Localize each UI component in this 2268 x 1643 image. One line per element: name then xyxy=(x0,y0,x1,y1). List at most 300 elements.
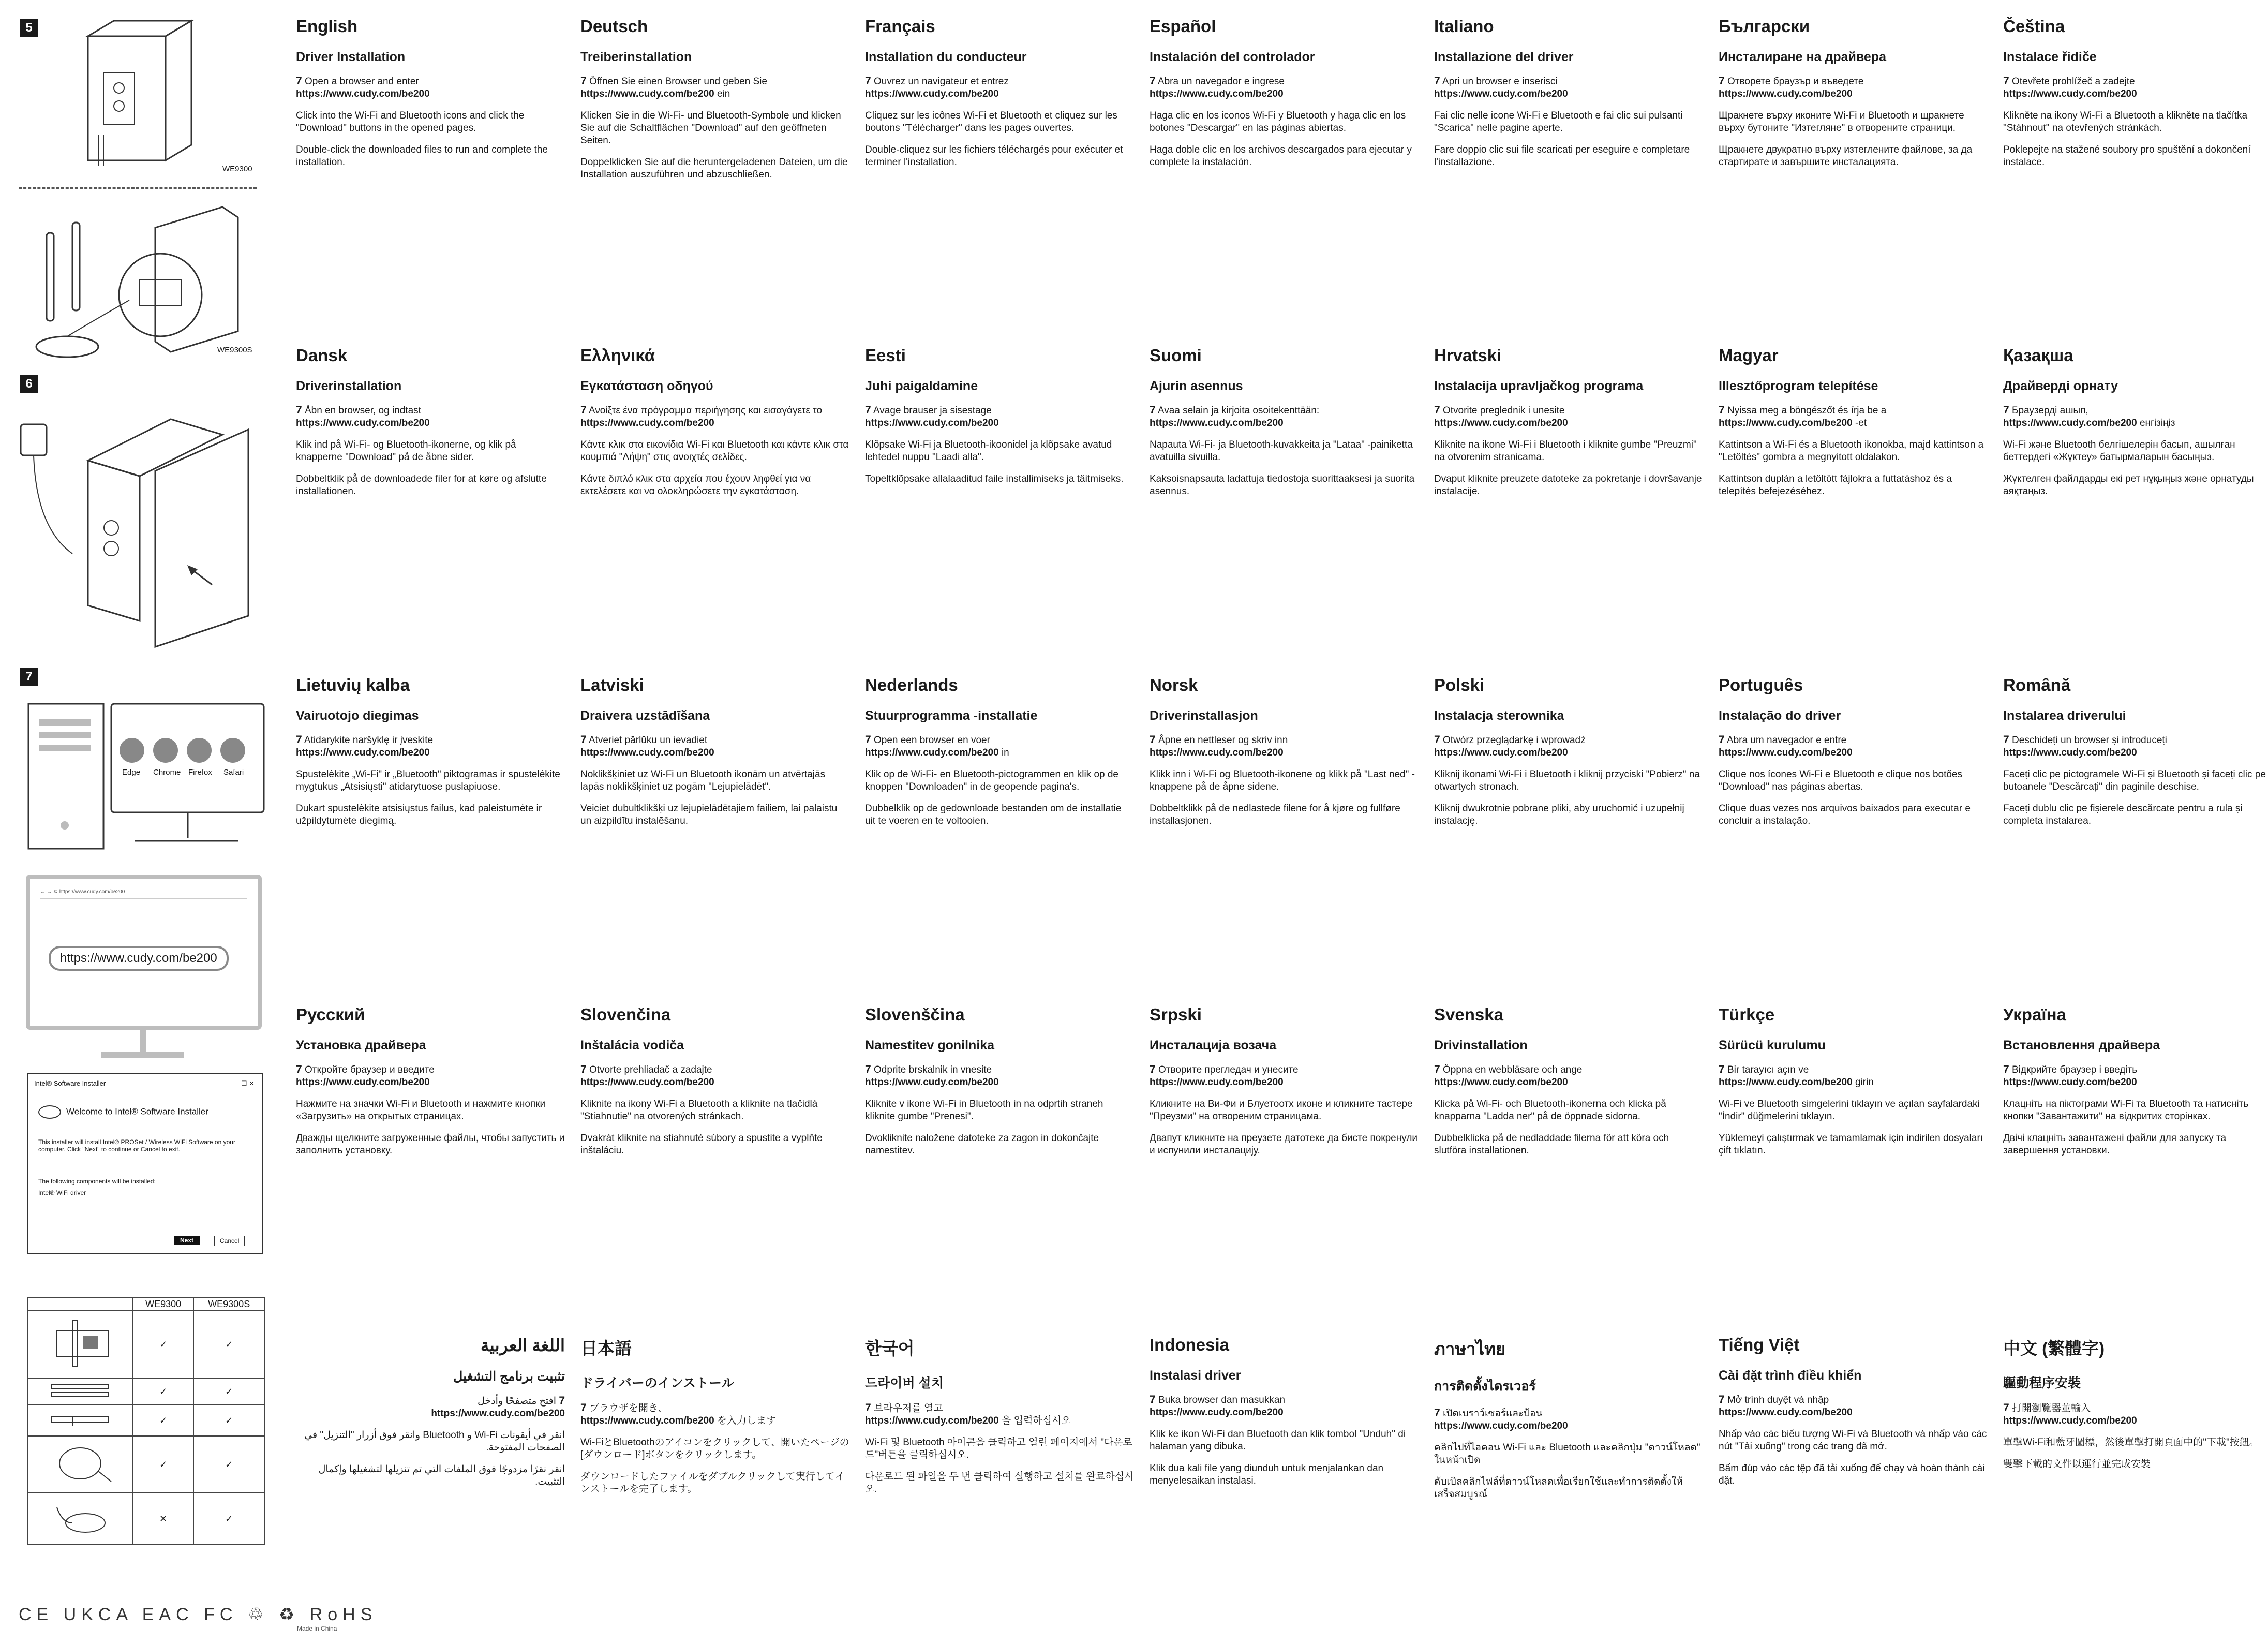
instruction-paragraph: Щракнете върху иконите Wi-Fi и Bluetooth и щракнете върху бутоните "Изтегляне" в отворените страници. xyxy=(1719,110,1964,134)
section-title: Drivinstallation xyxy=(1434,1038,1528,1053)
language-block xyxy=(865,346,1134,495)
step-7-instruction xyxy=(2003,404,2268,430)
section-title: Driverinstallation xyxy=(296,379,402,393)
step-text: Apri un browser e inserisci xyxy=(1442,76,1558,87)
installer-driver: Intel® WiFi driver xyxy=(38,1189,86,1196)
step-7-instruction xyxy=(1150,75,1419,100)
download-url[interactable]: https://www.cudy.com/be200 xyxy=(1434,1420,1568,1431)
language-block xyxy=(580,1005,849,1166)
language-name: Latviski xyxy=(580,675,644,694)
step-number: 7 xyxy=(2003,734,2009,746)
instruction-paragraph: Klicka på Wi-Fi- och Bluetooth-ikonerna och klicka på knapparna "Ladda ner" på de öppnade sidorna. xyxy=(1434,1099,1666,1122)
step-number: 7 xyxy=(1150,404,1156,416)
language-block xyxy=(1434,1335,1703,1510)
instruction-paragraph: Nhấp vào các biểu tượng Wi-Fi và Bluetooth và nhấp vào các nút "Tải xuống" trong các trang đã mở. xyxy=(1719,1429,1987,1452)
instruction-paragraph: Κάντε κλικ στα εικονίδια Wi-Fi και Bluetooth και κάντε κλικ στα κουμπιά "Λήψη" στις ανοιχτές σελίδες. xyxy=(580,439,849,463)
step-text: Отворите прегледач и унесите xyxy=(1158,1064,1299,1075)
section-title: Draivera uzstādīšana xyxy=(580,708,710,723)
instruction-paragraph: Kattintson duplán a letöltött fájlokra a futtatáshoz és a telepítés befejezéséhez. xyxy=(1719,473,1952,497)
table-cell: ✓ xyxy=(193,1493,264,1545)
language-block xyxy=(1150,1005,1419,1166)
instruction-paragraph: Дважды щелкните загруженные файлы, чтобы запустить и заполнить установку. xyxy=(296,1133,565,1156)
step-7-instruction xyxy=(865,75,1134,100)
language-name: Tiếng Việt xyxy=(1719,1335,1800,1354)
section-title: Ajurin asennus xyxy=(1150,379,1243,393)
download-url[interactable]: https://www.cudy.com/be200 xyxy=(580,747,714,758)
section-title: ドライバーのインストール xyxy=(580,1376,735,1390)
step-text: افتح متصفحًا وأدخل xyxy=(478,1396,557,1407)
installer-title-bar xyxy=(34,1079,257,1087)
section-title: Namestitev gonilnika xyxy=(865,1038,995,1053)
section-title: Installazione del driver xyxy=(1434,50,1574,64)
step-number: 7 xyxy=(865,1063,871,1075)
step-text: Deschideți un browser și introduceți xyxy=(2011,735,2167,746)
step-7-instruction xyxy=(1434,734,1703,759)
step-text: Avaa selain ja kirjoita osoitekenttään: xyxy=(1157,405,1320,416)
language-block xyxy=(296,1335,565,1498)
section-title: Driver Installation xyxy=(296,50,406,64)
download-url[interactable]: https://www.cudy.com/be200 xyxy=(865,418,999,428)
step-text-suffix: енгізіңіз xyxy=(2139,418,2175,428)
step-number: 7 xyxy=(1719,404,1725,416)
antenna-base-icon xyxy=(27,1493,133,1545)
step-text: Mở trình duyệt và nhập xyxy=(1727,1395,1829,1405)
table-cell: ✓ xyxy=(193,1311,264,1378)
address-bar xyxy=(40,889,247,899)
pc-tower-illustration xyxy=(72,16,228,176)
section-title: Инсталиране на драйвера xyxy=(1719,50,1886,64)
section-title: Instalacja sterownika xyxy=(1434,708,1564,723)
instruction-paragraph: Kliknite v ikone Wi-Fi in Bluetooth in na odprtih straneh kliknite gumbe "Prenesi". xyxy=(865,1099,1103,1122)
instruction-paragraph: Dobbeltklik på de downloadede filer for at køre og afslutte installationen. xyxy=(296,473,547,497)
instruction-paragraph: Kattintson a Wi-Fi és a Bluetooth ikonokba, majd kattintson a "Letöltés" gombra a megnyitott oldalakon. xyxy=(1719,439,1984,463)
step-text-suffix: を入力します xyxy=(717,1415,776,1426)
section-title: Встановлення драйвера xyxy=(2003,1038,2160,1053)
step-number: 7 xyxy=(2003,1402,2009,1414)
step-text-suffix: in xyxy=(1001,747,1009,758)
section-title: Cài đặt trình điều khiển xyxy=(1719,1368,1862,1383)
step-text: Отворете браузър и въведете xyxy=(1727,76,1864,87)
instruction-paragraph: Double-cliquez sur les fichiers téléchargés pour exécuter et terminer l'installation. xyxy=(865,144,1123,168)
step-7-instruction xyxy=(865,1063,1134,1089)
language-block xyxy=(2003,1335,2268,1480)
step-text: ブラウザを開き、 xyxy=(589,1403,668,1414)
language-name: English xyxy=(296,17,358,36)
cable-icon xyxy=(27,1436,133,1493)
section-title: การติดตั้งไดรเวอร์ xyxy=(1434,1379,1536,1394)
step-7-instruction xyxy=(1434,1407,1703,1432)
download-url[interactable]: https://www.cudy.com/be200 xyxy=(1434,88,1568,99)
download-url[interactable]: https://www.cudy.com/be200 xyxy=(1150,418,1284,428)
language-name: Magyar xyxy=(1719,346,1779,365)
instruction-paragraph: Dubbelklik op de gedownloade bestanden om de installatie uit te voeren en te voltooien. xyxy=(865,803,1122,826)
section-title: Instalarea driverului xyxy=(2003,708,2126,723)
step-number: 7 xyxy=(2003,404,2009,416)
language-block xyxy=(580,346,849,507)
language-name: 中文 (繁體字) xyxy=(2003,1339,2105,1358)
table-cell: ✕ xyxy=(133,1493,193,1545)
step-7-instruction xyxy=(296,404,565,430)
download-url[interactable]: https://www.cudy.com/be200 xyxy=(2003,1415,2137,1426)
step-number: 7 xyxy=(1434,1407,1440,1419)
instruction-paragraph: Klik ke ikon Wi-Fi dan Bluetooth dan klik tombol "Unduh" di halaman yang dibuka. xyxy=(1150,1429,1406,1452)
download-url[interactable]: https://www.cudy.com/be200 xyxy=(2003,418,2137,428)
download-url[interactable]: https://www.cudy.com/be200 xyxy=(865,1415,999,1426)
step-text: Bir tarayıcı açın ve xyxy=(1727,1064,1809,1075)
section-title: Illesztőprogram telepítése xyxy=(1719,379,1878,393)
installer-heading: Welcome to Intel® Software Installer xyxy=(38,1105,208,1119)
language-name: Srpski xyxy=(1150,1005,1202,1024)
language-block xyxy=(1150,1335,1419,1497)
step-number: 7 xyxy=(865,1402,871,1414)
instruction-paragraph: Faceți dublu clic pe fișierele descărcate pentru a rula și completa instalarea. xyxy=(2003,803,2243,826)
step-number: 7 xyxy=(865,75,871,87)
step-number: 7 xyxy=(296,404,302,416)
instruction-paragraph: Clique nos ícones Wi-Fi e Bluetooth e clique nos botões "Download" nas páginas abertas. xyxy=(1719,769,1963,792)
step-number: 7 xyxy=(865,734,871,746)
adapter-card-icon xyxy=(27,1311,133,1378)
download-url[interactable]: https://www.cudy.com/be200 xyxy=(1719,1077,1853,1088)
computer-browsers-illustration xyxy=(26,699,269,859)
step-7-instruction xyxy=(580,1063,849,1089)
step-7-instruction xyxy=(580,734,849,759)
instruction-paragraph: Click into the Wi-Fi and Bluetooth icons and click the "Download" buttons in the opened pages. xyxy=(296,110,525,134)
step-7-instruction xyxy=(865,404,1134,430)
instruction-paragraph: Fare doppio clic sui file scaricati per eseguire e completare l'installazione. xyxy=(1434,144,1690,168)
step-text: Ouvrez un navigateur et entrez xyxy=(873,76,1009,87)
language-block xyxy=(580,675,849,837)
section-title: 驅動程序安裝 xyxy=(2003,1376,2081,1390)
download-url[interactable]: https://www.cudy.com/be200 xyxy=(2003,88,2137,99)
step-text: Otvorite preglednik i unesite xyxy=(1442,405,1565,416)
step-number: 7 xyxy=(1434,734,1440,746)
step-7-instruction xyxy=(1150,734,1419,759)
section-title: Installation du conducteur xyxy=(865,50,1027,64)
window-controls-icon[interactable]: – ☐ ✕ xyxy=(235,1079,255,1087)
download-url[interactable]: https://www.cudy.com/be200 xyxy=(431,1408,565,1419)
language-name: Lietuvių kalba xyxy=(296,675,410,694)
section-title: Instalace řidiče xyxy=(2003,50,2097,64)
language-name: Русский xyxy=(296,1005,365,1024)
step-7-instruction xyxy=(1719,1394,1988,1419)
step-number: 7 xyxy=(1150,1063,1156,1075)
instruction-paragraph: 單擊Wi-Fi和藍牙圖標，然後單擊打開頁面中的"下載"按鈕。 xyxy=(2003,1437,2259,1448)
download-url[interactable]: https://www.cudy.com/be200 xyxy=(296,747,430,758)
language-name: Slovenščina xyxy=(865,1005,965,1024)
language-block xyxy=(1719,17,1988,178)
instruction-paragraph: Clique duas vezes nos arquivos baixados para executar e concluir a instalação. xyxy=(1719,803,1971,826)
language-name: Italiano xyxy=(1434,17,1494,36)
language-name: Dansk xyxy=(296,346,348,365)
step-text: Open a browser and enter xyxy=(304,76,419,87)
table-header-empty xyxy=(27,1297,133,1311)
step-number: 7 xyxy=(1150,1394,1156,1405)
step-number-5: 5 xyxy=(20,19,38,37)
step-text-suffix: -et xyxy=(1855,418,1867,428)
step-7-instruction xyxy=(580,75,849,100)
language-block xyxy=(2003,675,2268,837)
browser-label-edge: Edge xyxy=(122,768,141,777)
download-url[interactable]: https://www.cudy.com/be200 xyxy=(1434,418,1568,428)
language-name: Français xyxy=(865,17,935,36)
antenna-base-illustration xyxy=(21,197,253,362)
installer-window xyxy=(27,1073,263,1254)
language-block xyxy=(1150,17,1419,178)
step-number: 7 xyxy=(296,75,302,87)
step-text: Åbn en browser, og indtast xyxy=(304,405,421,416)
step-7-instruction xyxy=(1719,75,1988,100)
step-number: 7 xyxy=(559,1395,565,1407)
language-block xyxy=(865,17,1134,178)
step-number: 7 xyxy=(1719,1063,1725,1075)
installer-components: The following components will be installed: xyxy=(38,1178,156,1185)
instruction-paragraph: Klik op de Wi-Fi- en Bluetooth-pictogrammen en klik op de knoppen "Downloaden" in de geopende pagina's. xyxy=(865,769,1119,792)
table-cell: ✓ xyxy=(133,1311,193,1378)
instruction-paragraph: Klikk inn i Wi-Fi og Bluetooth-ikonene og klikk på "Last ned" -knappene på de åpne sidene. xyxy=(1150,769,1415,792)
table-cell: ✓ xyxy=(133,1436,193,1493)
language-name: Indonesia xyxy=(1150,1335,1230,1354)
table-cell: ✓ xyxy=(133,1405,193,1436)
download-url[interactable]: https://www.cudy.com/be200 xyxy=(580,1077,714,1088)
step-7-instruction xyxy=(296,734,565,759)
installer-window-title: Intel® Software Installer xyxy=(34,1079,106,1087)
step-number: 7 xyxy=(580,1063,587,1075)
language-block xyxy=(1719,1005,1988,1166)
download-url[interactable]: https://www.cudy.com/be200 xyxy=(865,88,999,99)
antenna-icon xyxy=(27,1378,133,1405)
instruction-paragraph: 다운로드 된 파일을 두 번 클릭하여 실행하고 설치를 완료하십시오. xyxy=(865,1471,1134,1494)
section-title: Instalación del controlador xyxy=(1150,50,1315,64)
language-block xyxy=(296,675,565,837)
step-text: Браузерді ашып, xyxy=(2011,405,2088,416)
instruction-paragraph: ดับเบิลคลิกไฟล์ที่ดาวน์โหลดเพื่อเรียกใช้และทำการติดตั้งให้เสร็จสมบูรณ์ xyxy=(1434,1476,1683,1500)
installer-cancel-button[interactable]: Cancel xyxy=(214,1236,245,1246)
download-url[interactable]: https://www.cudy.com/be200 xyxy=(580,418,714,428)
instruction-paragraph: Dvaput kliknite preuzete datoteke za pokretanje i dovršavanje instalacije. xyxy=(1434,473,1702,497)
instruction-paragraph: Haga doble clic en los archivos descargados para ejecutar y complete la instalación. xyxy=(1150,144,1412,168)
language-name: Türkçe xyxy=(1719,1005,1775,1024)
download-url[interactable]: https://www.cudy.com/be200 xyxy=(1150,747,1284,758)
language-name: ภาษาไทย xyxy=(1434,1339,1506,1358)
section-title: Instalação do driver xyxy=(1719,708,1841,723)
language-block xyxy=(865,1005,1134,1166)
instruction-paragraph: Kliknij dwukrotnie pobrane pliki, aby uruchomić i uzupełnij instalację. xyxy=(1434,803,1684,826)
step-number: 7 xyxy=(1150,734,1156,746)
instruction-paragraph: Wi-Fi 및 Bluetooth 아이콘을 클릭하고 열린 페이지에서 "다운로드"버튼을 클릭하십시오. xyxy=(865,1437,1133,1460)
monitor-base xyxy=(101,1052,184,1058)
instruction-paragraph: Cliquez sur les icônes Wi-Fi et Bluetooth et cliquez sur les boutons "Télécharger" dans les pages ouvertes. xyxy=(865,110,1117,134)
language-name: Slovenčina xyxy=(580,1005,671,1024)
step-text: Atveriet pārlūku un ievadiet xyxy=(588,735,708,746)
monitor-url-illustration xyxy=(26,875,262,1030)
language-block xyxy=(1719,675,1988,837)
installer-next-button[interactable]: Next xyxy=(174,1236,200,1245)
instruction-paragraph: Klik dua kali file yang diunduh untuk menjalankan dan menyelesaikan instalasi. xyxy=(1150,1463,1384,1486)
language-name: 日本語 xyxy=(580,1339,632,1358)
step-7-instruction xyxy=(296,1395,565,1420)
download-url[interactable]: https://www.cudy.com/be200 xyxy=(1150,1077,1284,1088)
language-block xyxy=(2003,1005,2268,1166)
language-block xyxy=(296,17,565,178)
language-name: Nederlands xyxy=(865,675,958,694)
download-url[interactable]: https://www.cudy.com/be200 xyxy=(865,1077,999,1088)
step-text: Ανοίξτε ένα πρόγραμμα περιήγησης και εισαγάγετε το xyxy=(588,405,823,416)
language-name: 한국어 xyxy=(865,1339,915,1358)
section-title: Treiberinstallation xyxy=(580,50,692,64)
language-block xyxy=(580,1335,849,1505)
table-row xyxy=(27,1436,264,1493)
step-7-instruction xyxy=(1719,734,1988,759)
download-url[interactable]: https://www.cudy.com/be200 xyxy=(1150,1407,1284,1418)
instruction-paragraph: Kliknite na ikone Wi-Fi i Bluetooth i kliknite gumbe "Preuzmi" na otvorenim stranicama. xyxy=(1434,439,1697,463)
section-title: Driverinstallasjon xyxy=(1150,708,1258,723)
step-number: 7 xyxy=(2003,75,2009,87)
step-text: Åpne en nettleser og skriv inn xyxy=(1158,735,1288,746)
download-url[interactable]: https://www.cudy.com/be200 xyxy=(1719,1407,1853,1418)
download-url[interactable]: https://www.cudy.com/be200 xyxy=(2003,1077,2137,1088)
model-caption-we9300: WE9300 xyxy=(222,165,252,173)
step-7-instruction xyxy=(865,734,1134,759)
instruction-paragraph: Doppelklicken Sie auf die heruntergeladenen Dateien, um die Installation auszuführen und abzuschließen. xyxy=(580,157,848,180)
instruction-paragraph: Щракнете двукратно върху изтеглените файлове, за да стартирате и завършите инсталацията. xyxy=(1719,144,1973,168)
download-url[interactable]: https://www.cudy.com/be200 xyxy=(1719,747,1853,758)
instruction-paragraph: Wi-Fi және Bluetooth белгішелерін басып, ашылған беттердегі «Жүктеу» батырмаларын басыңыз. xyxy=(2003,439,2235,463)
step-text: Otwórz przeglądarkę i wprowadź xyxy=(1442,735,1586,746)
dashed-divider xyxy=(19,187,257,189)
instruction-paragraph: คลิกไปที่ไอคอน Wi-Fi และ Bluetooth และคลิกปุ่ม "ดาวน์โหลด" ในหน้าเปิด xyxy=(1434,1442,1700,1466)
language-block xyxy=(1434,17,1703,178)
instruction-paragraph: Кликните на Ви-Фи и Блуетоотх иконе и кликните тастере "Преузми" на отвореним страницама. xyxy=(1150,1099,1413,1122)
instruction-paragraph: Dobbeltklikk på de nedlastede filene for å kjøre og fullføre installasjonen. xyxy=(1150,803,1400,826)
download-url[interactable]: https://www.cudy.com/be200 xyxy=(2003,747,2137,758)
step-text: Open een browser en voer xyxy=(873,735,990,746)
step-number: 7 xyxy=(1719,75,1725,87)
instruction-paragraph: ダウンロードしたファイルをダブルクリックして実行してインストールを完了します。 xyxy=(580,1471,845,1494)
table-cell: ✓ xyxy=(193,1378,264,1405)
table-cell: ✓ xyxy=(193,1436,264,1493)
step-number: 7 xyxy=(1719,1394,1725,1405)
instruction-paragraph: Klikněte na ikony Wi-Fi a Bluetooth a klikněte na tlačítka "Stáhnout" na otevřených stránkách. xyxy=(2003,110,2248,134)
language-block xyxy=(1434,675,1703,837)
instruction-paragraph: Жүктелген файлдарды екі рет нұқыңыз және орнатуды аяқтаңыз. xyxy=(2003,473,2254,497)
language-name: Български xyxy=(1719,17,1810,36)
nav-arrows-icon: ← → ↻ xyxy=(40,889,59,895)
language-name: Svenska xyxy=(1434,1005,1503,1024)
download-url[interactable]: https://www.cudy.com/be200 xyxy=(1719,88,1853,99)
step-text-suffix: ein xyxy=(717,88,730,99)
instruction-paragraph: Klõpsake Wi-Fi ja Bluetooth-ikoonidel ja klõpsake avatud lehtedel nuppu "Laadi alla". xyxy=(865,439,1112,463)
download-url[interactable]: https://www.cudy.com/be200 xyxy=(1434,747,1568,758)
language-block xyxy=(1150,346,1419,507)
instruction-paragraph: Dukart spustelėkite atsisiųstus failus, kad paleistumėte ir užpildytumėte diegimą. xyxy=(296,803,542,826)
step-number-6: 6 xyxy=(20,375,38,393)
step-number: 7 xyxy=(580,734,587,746)
language-name: Deutsch xyxy=(580,17,648,36)
section-title: Sürücü kurulumu xyxy=(1719,1038,1826,1053)
language-block xyxy=(1150,675,1419,837)
instruction-paragraph: Двапут кликните на преузете датотеке да бисте покренули и испунили инсталацију. xyxy=(1150,1133,1418,1156)
step-number: 7 xyxy=(865,404,871,416)
step-number: 7 xyxy=(1719,734,1725,746)
download-url[interactable]: https://www.cudy.com/be200 xyxy=(296,418,430,428)
step-number: 7 xyxy=(1434,404,1440,416)
step-number: 7 xyxy=(580,1402,587,1414)
step-text: Otvorte prehliadač a zadajte xyxy=(589,1064,712,1075)
language-name: Україна xyxy=(2003,1005,2066,1024)
section-title: 드라이버 설치 xyxy=(865,1376,944,1390)
language-name: اللغة العربية xyxy=(480,1336,565,1355)
step-text: 브라우저를 열고 xyxy=(873,1403,943,1414)
download-url[interactable]: https://www.cudy.com/be200 xyxy=(1150,88,1284,99)
step-number-7: 7 xyxy=(20,668,38,686)
download-url[interactable]: https://www.cudy.com/be200 xyxy=(296,1077,430,1088)
instruction-paragraph: Bấm đúp vào các tệp đã tải xuống để chạy và hoàn thành cài đặt. xyxy=(1719,1463,1985,1486)
instruction-paragraph: Κάντε διπλό κλικ στα αρχεία που έχουν ληφθεί για να εκτελέσετε και να ολοκληρώσετε την εγκατάσταση. xyxy=(580,473,811,497)
instruction-paragraph: Dubbelklicka på de nedladdade filerna för att köra och slutföra installationen. xyxy=(1434,1133,1669,1156)
language-block xyxy=(1434,346,1703,507)
section-title: Vairuotojo diegimas xyxy=(296,708,419,723)
step-text: 打開瀏覽器並輸入 xyxy=(2011,1403,2091,1414)
step-number: 7 xyxy=(1150,75,1156,87)
download-url[interactable]: https://www.cudy.com/be200 xyxy=(580,1415,714,1426)
table-row xyxy=(27,1311,264,1378)
instruction-paragraph: Fai clic nelle icone Wi-Fi e Bluetooth e fai clic sui pulsanti "Scarica" nelle pagine aperte. xyxy=(1434,110,1683,134)
browser-label-safari: Safari xyxy=(223,768,244,777)
step-number: 7 xyxy=(1434,1063,1440,1075)
section-title: Установка драйвера xyxy=(296,1038,426,1053)
intel-logo-icon xyxy=(38,1105,61,1119)
table-row xyxy=(27,1493,264,1545)
step-text: Atidarykite naršyklę ir įveskite xyxy=(304,735,434,746)
instruction-paragraph: Faceți clic pe pictogramele Wi-Fi și Bluetooth și faceți clic pe butoanele "Descărcați" din paginile deschise. xyxy=(2003,769,2266,792)
step-text: Odprite brskalnik in vnesite xyxy=(873,1064,992,1075)
instruction-paragraph: Kliknij ikonami Wi-Fi i Bluetooth i kliknij przyciski "Pobierz" na otwartych stronach. xyxy=(1434,769,1700,792)
download-url[interactable]: https://www.cudy.com/be200 xyxy=(1719,418,1853,428)
instruction-paragraph: Dvokliknite naložene datoteke za zagon in dokončajte namestitev. xyxy=(865,1133,1099,1156)
step-number: 7 xyxy=(580,75,587,87)
language-block xyxy=(865,675,1134,837)
instruction-paragraph: Spustelėkite „Wi-Fi" ir „Bluetooth" piktogramas ir spustelėkite mygtukus „Atsisiųsti" atidarytuose puslapiuose. xyxy=(296,769,560,792)
instruction-paragraph: انقر نقرًا مزدوجًا فوق الملفات التي تم تنزيلها لتشغيلها وإكمال التثبيت. xyxy=(318,1464,565,1487)
download-url[interactable]: https://www.cudy.com/be200 xyxy=(1434,1077,1568,1088)
step-7-instruction xyxy=(1434,1063,1703,1089)
compatibility-table xyxy=(27,1297,265,1545)
language-block xyxy=(2003,17,2268,178)
download-url[interactable]: https://www.cudy.com/be200 xyxy=(865,747,999,758)
language-name: Ελληνικά xyxy=(580,346,655,365)
step-7-instruction xyxy=(2003,1063,2268,1089)
download-url[interactable]: https://www.cudy.com/be200 xyxy=(296,88,430,99)
made-in-china: Made in China xyxy=(297,1625,337,1632)
download-url[interactable]: https://www.cudy.com/be200 xyxy=(580,88,714,99)
step-7-instruction xyxy=(296,75,565,100)
instruction-paragraph: انقر في أيقونات Wi-Fi و Bluetooth وانقر فوق أزرار "التنزيل" في الصفحات المفتوحة. xyxy=(304,1430,565,1453)
step-text: Otevřete prohlížeč a zadejte xyxy=(2011,76,2135,87)
table-row xyxy=(27,1405,264,1436)
step-7-instruction xyxy=(865,1402,1134,1427)
step-text: Откройте браузер и введите xyxy=(304,1064,435,1075)
low-profile-bracket-icon xyxy=(27,1405,133,1436)
step-text-suffix: girin xyxy=(1855,1077,1874,1088)
language-block xyxy=(1434,1005,1703,1166)
language-block xyxy=(2003,346,2268,507)
table-row xyxy=(27,1378,264,1405)
language-name: Română xyxy=(2003,675,2071,694)
instruction-paragraph: Veiciet dubultklikšķi uz lejupielādētajiem failiem, lai palaistu un aizpildītu instalēšanu. xyxy=(580,803,838,826)
instruction-paragraph: Двічі клацніть завантажені файли для запуску та завершення установки. xyxy=(2003,1133,2227,1156)
section-title: Инсталација возача xyxy=(1150,1038,1277,1053)
step-text: Відкрийте браузер і введіть xyxy=(2011,1064,2138,1075)
